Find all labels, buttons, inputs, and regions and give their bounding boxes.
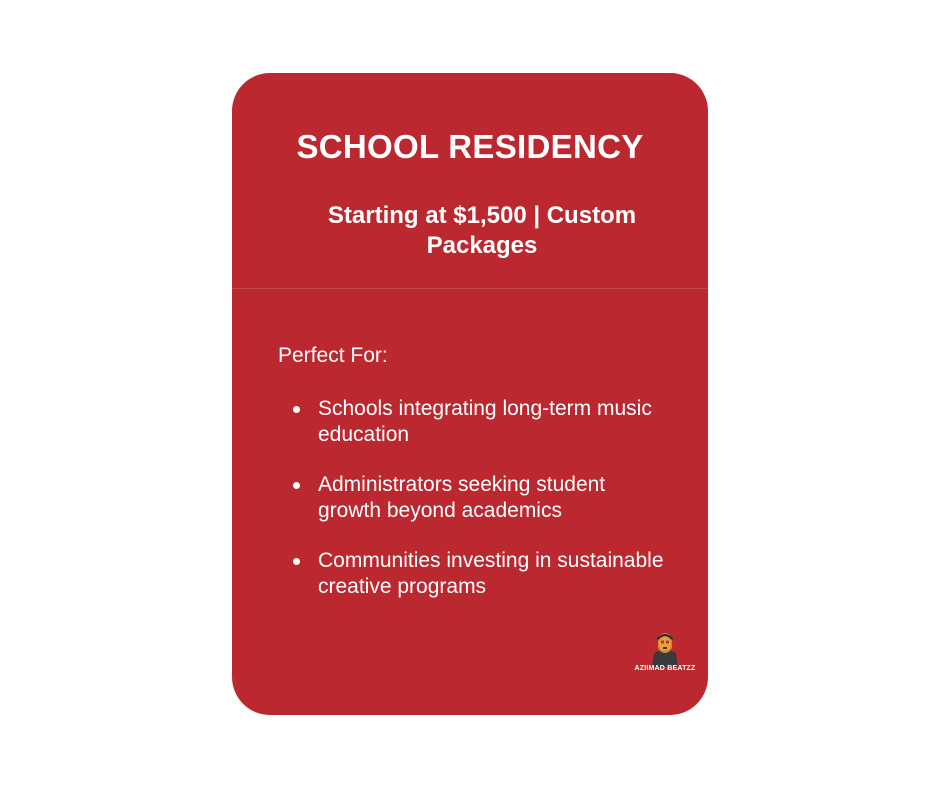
list-item-text: Communities investing in sustainable creative programs xyxy=(318,549,664,598)
audience-list xyxy=(290,396,670,624)
list-item-text: Schools integrating long-term music education xyxy=(318,397,652,446)
list-item xyxy=(290,548,670,600)
pricing-card xyxy=(232,73,708,715)
headphone-character-icon xyxy=(632,627,698,667)
card-subtitle: Starting at $1,500 | Custom Packages xyxy=(327,202,637,259)
list-item-text: Administrators seeking student growth beyond academics xyxy=(318,473,606,522)
bullet-icon xyxy=(293,406,300,413)
brand-logo xyxy=(632,627,698,677)
list-item xyxy=(290,472,670,524)
card-title: SCHOOL RESIDENCY xyxy=(296,128,644,165)
list-item xyxy=(290,396,670,448)
logo-text: AZIIMAD BEATZZ xyxy=(634,665,696,672)
bullet-icon xyxy=(293,482,300,489)
bullet-icon xyxy=(293,558,300,565)
divider xyxy=(232,288,708,289)
perfect-for-label: Perfect For: xyxy=(278,344,388,367)
